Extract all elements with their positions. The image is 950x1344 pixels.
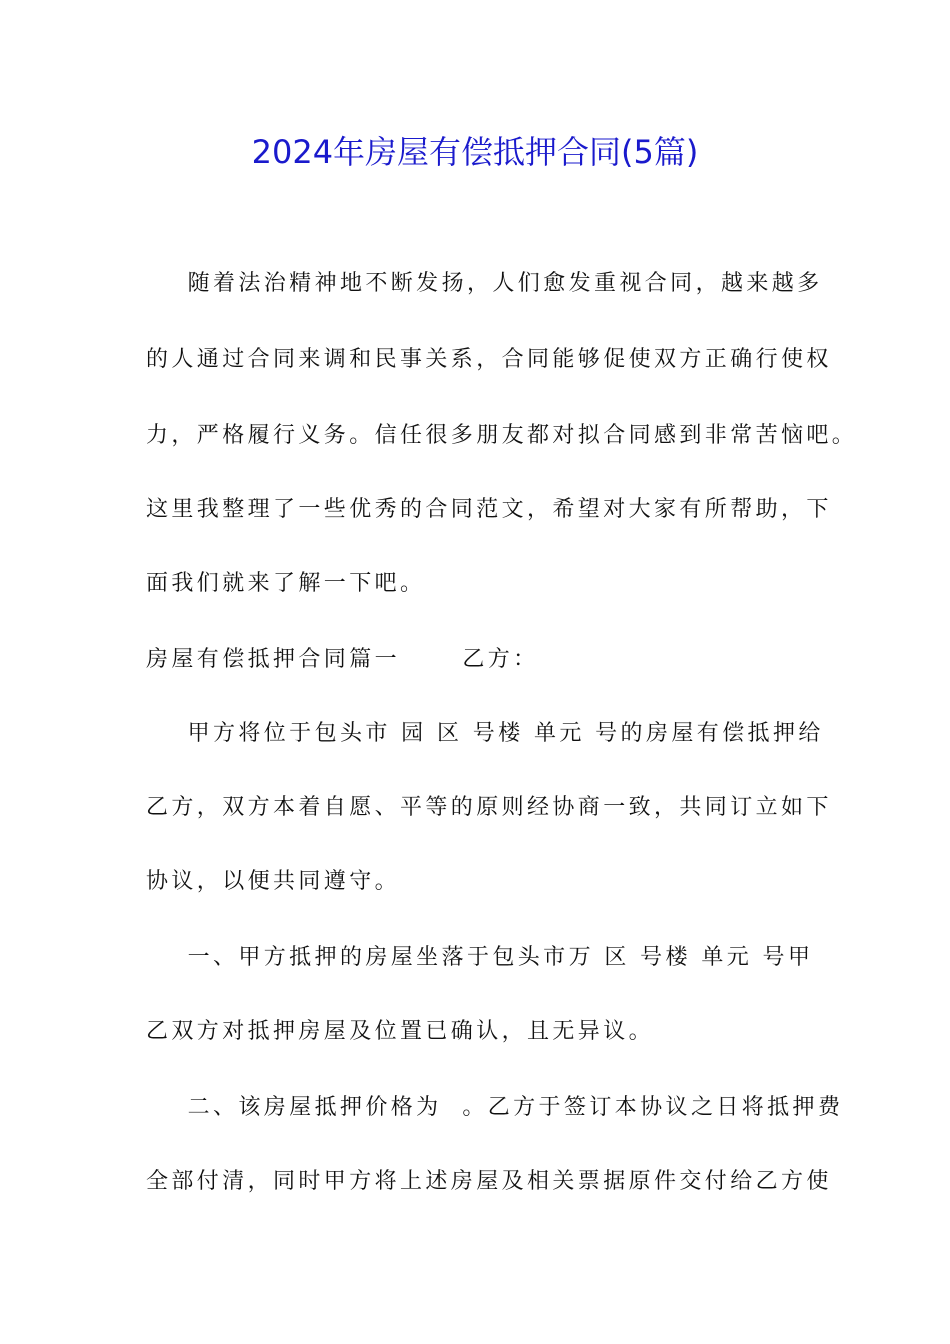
paragraph-line: 力，严格履行义务。信任很多朋友都对拟合同感到非常苦恼吧。 xyxy=(146,423,858,448)
paragraph-line: 的人通过合同来调和民事关系，合同能够促使双方正确行使权 xyxy=(146,347,832,372)
paragraph-line: 二、该房屋抵押价格为 。乙方于签订本协议之日将抵押费 xyxy=(146,1095,844,1120)
paragraph-line: 一、甲方抵押的房屋坐落于包头市万 区 号楼 单元 号甲 xyxy=(146,945,814,970)
paragraph-line: 全部付清，同时甲方将上述房屋及相关票据原件交付给乙方使 xyxy=(146,1169,832,1194)
paragraph-line: 甲方将位于包头市 园 区 号楼 单元 号的房屋有偿抵押给 xyxy=(146,721,824,746)
paragraph-line: 这里我整理了一些优秀的合同范文，希望对大家有所帮助，下 xyxy=(146,497,832,522)
section-heading-line: 房屋有偿抵押合同篇一 乙方： xyxy=(146,647,539,672)
paragraph-line: 协议，以便共同遵守。 xyxy=(146,869,401,894)
paragraph-line: 面我们就来了解一下吧。 xyxy=(146,571,426,596)
paragraph-line: 乙方，双方本着自愿、平等的原则经协商一致，共同订立如下 xyxy=(146,795,832,820)
paragraph-line: 随着法治精神地不断发扬，人们愈发重视合同，越来越多 xyxy=(146,271,823,296)
paragraph-line: 乙双方对抵押房屋及位置已确认，且无异议。 xyxy=(146,1019,655,1044)
document-title: 2024年房屋有偿抵押合同(5篇) xyxy=(251,133,699,171)
